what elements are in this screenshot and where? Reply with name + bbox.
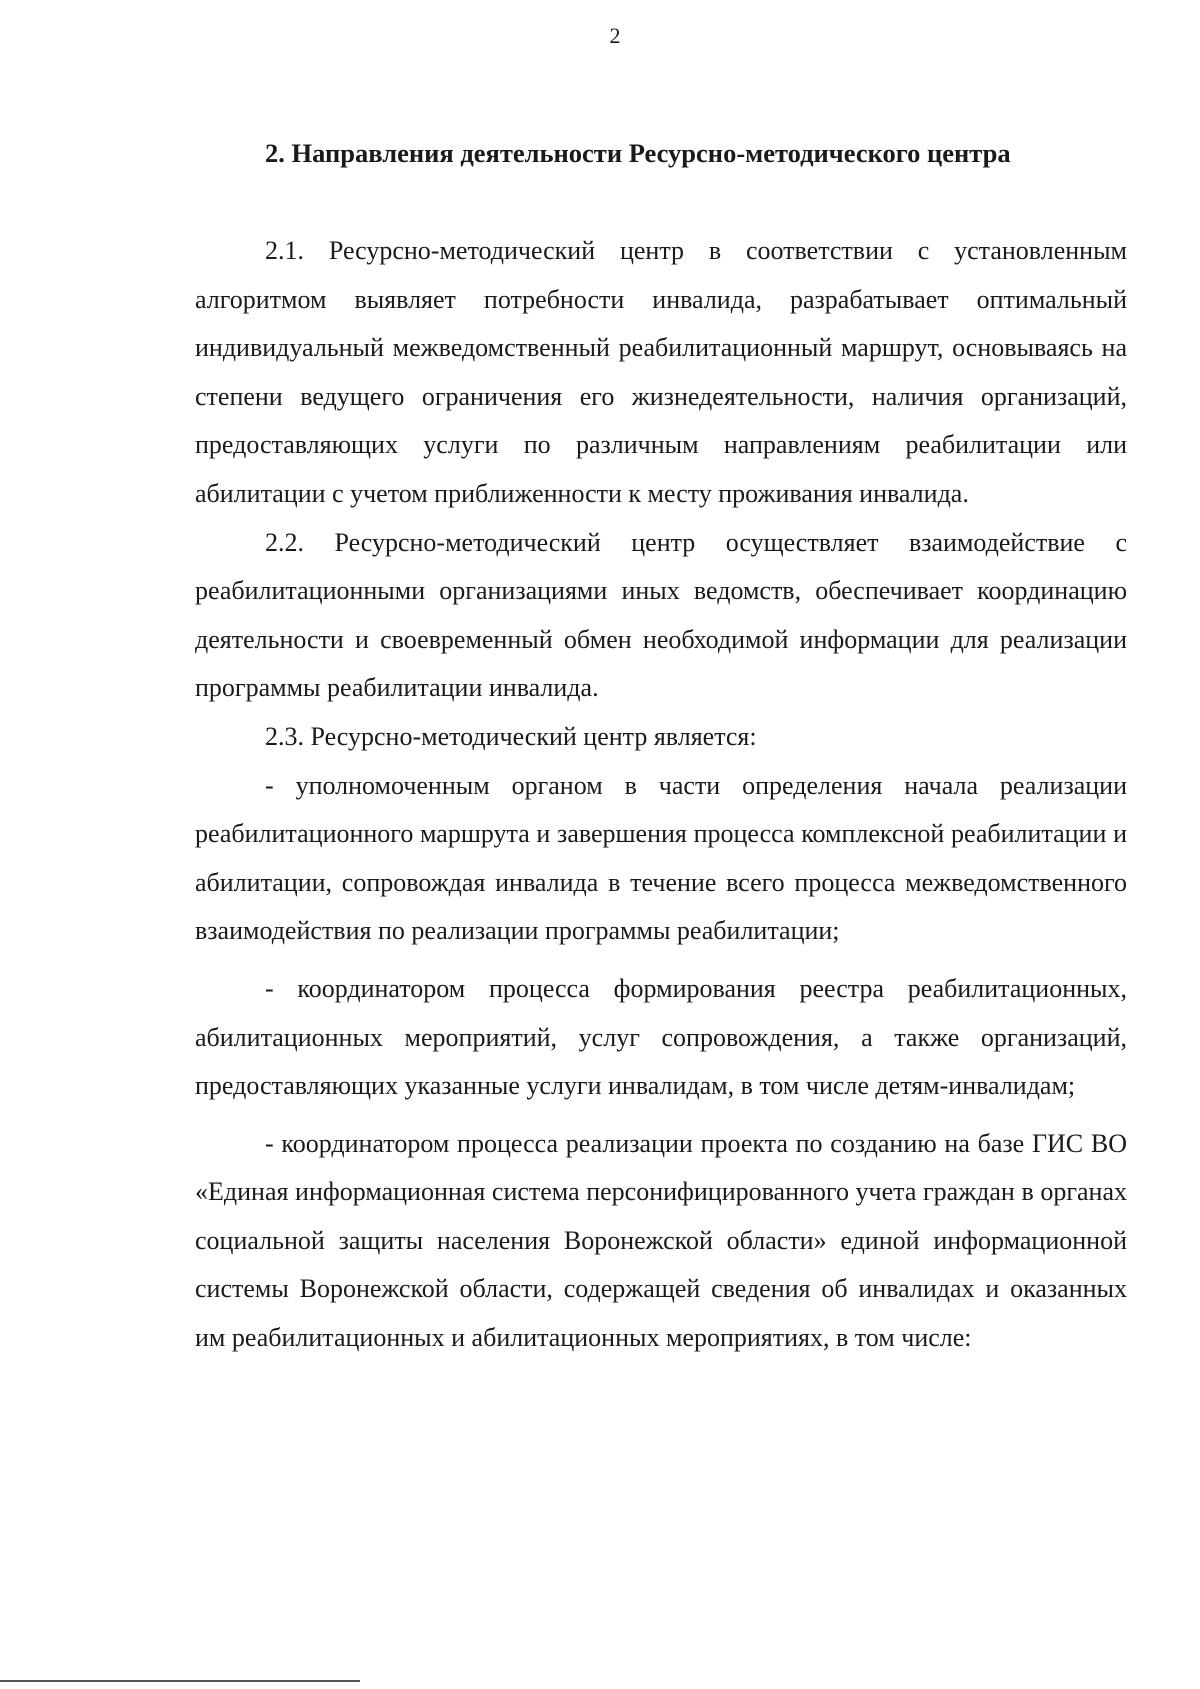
page-number: 2 [609,23,621,48]
paragraph-2-3: 2.3. Ресурсно-методический центр является: [265,721,757,751]
paragraph-2-2: 2.2. Ресурсно-методический центр осуществляет взаимодействие с реабилитационными организациями иных ведомств, обеспечивает координацию деятельности и своевременный обмен необходимой информации для реализации программы реабилитации инвалида. [195,527,1127,703]
section-heading: 2. Направления деятельности Ресурсно-методического центра [265,138,1011,168]
paragraph-2-1: 2.1. Ресурсно-методический центр в соответствии с установленным алгоритмом выявляет потребности инвалида, разрабатывает оптимальный индивидуальный межведомственный реабилитационный маршрут, основываясь на степени ведущего ограничения его жизнедеятельности, наличия организаций, предоставляющих услуги по различным направлениям реабилитации или абилитации с учетом приближенности к месту проживания инвалида. [195,236,1127,508]
list-item-registry-coordinator: - координатором процесса формирования реестра реабилитационных, абилитационных мероприятий, услуг сопровождения, а также организаций, предоставляющих указанные услуги инвалидам, в том числе детям-инвалидам; [195,973,1127,1101]
bottom-scan-line [0,1680,360,1682]
document-body [195,227,1127,1363]
list-item-authorized-body: - уполномоченным органом в части определения начала реализации реабилитационного маршрута и завершения процесса комплексной реабилитации и абилитации, сопровождая инвалида в течение всего процесса межведомственного взаимодействия по реализации программы реабилитации; [195,770,1127,946]
list-item-project-coordinator: - координатором процесса реализации проекта по созданию на базе ГИС ВО «Единая информационная система персонифицированного учета граждан в органах социальной защиты населения Воронежской области» единой информационной системы Воронежской области, содержащей сведения об инвалидах и оказанных им реабилитационных и абилитационных мероприятиях, в том числе: [195,1128,1127,1353]
